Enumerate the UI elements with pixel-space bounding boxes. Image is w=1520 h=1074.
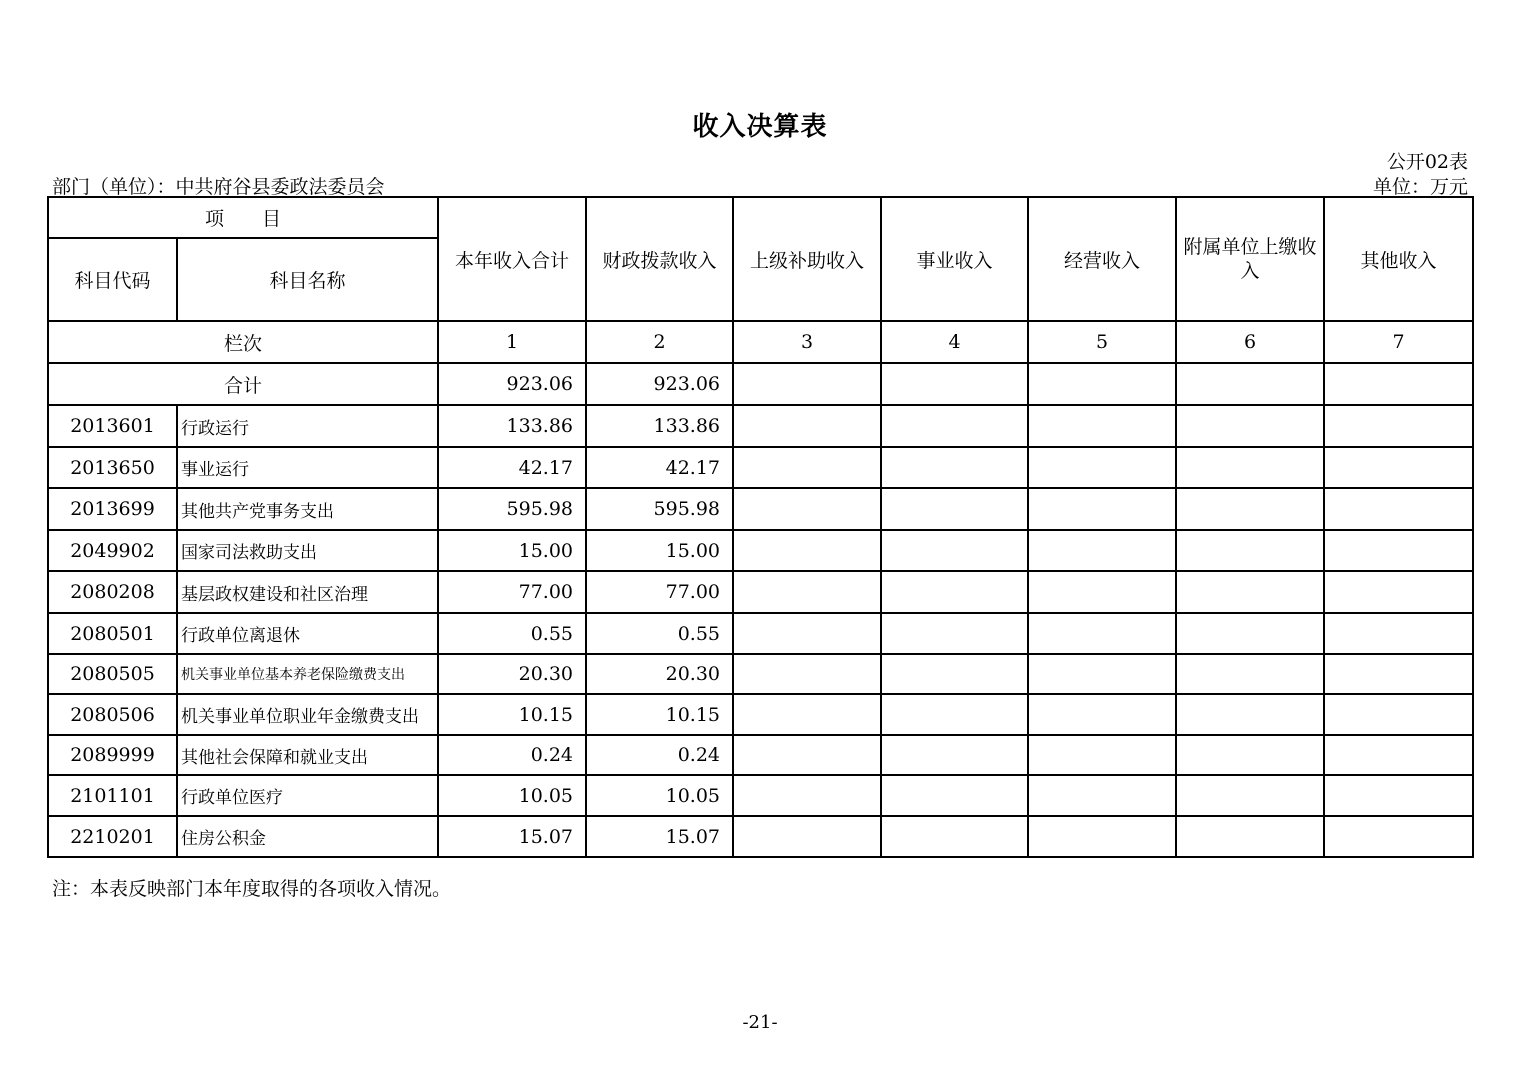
column-index-1: 1 <box>438 321 586 363</box>
row-value <box>881 654 1028 694</box>
row-value <box>1176 816 1324 857</box>
row-value <box>1324 735 1473 775</box>
row-value <box>1324 405 1473 447</box>
table-number: 公开02表 <box>1386 151 1468 173</box>
row-value <box>1324 775 1473 816</box>
row-value <box>1176 530 1324 571</box>
row-value <box>1324 613 1473 654</box>
row-value: 42.17 <box>586 447 733 488</box>
table-row <box>48 530 1473 571</box>
row-name: 事业运行 <box>177 447 438 488</box>
row-value: 133.86 <box>438 405 586 447</box>
row-code: 2210201 <box>48 816 177 857</box>
row-value: 20.30 <box>438 654 586 694</box>
header-operating-income: 经营收入 <box>1028 197 1176 321</box>
row-value <box>1028 694 1176 735</box>
row-value: 10.15 <box>586 694 733 735</box>
row-value: 77.00 <box>586 571 733 613</box>
row-value <box>1028 654 1176 694</box>
row-value <box>881 405 1028 447</box>
header-other-income: 其他收入 <box>1324 197 1473 321</box>
footnote: 注：本表反映部门本年度取得的各项收入情况。 <box>52 878 452 900</box>
table-row <box>48 571 1473 613</box>
row-code: 2049902 <box>48 530 177 571</box>
header-code: 科目代码 <box>48 238 177 321</box>
row-name: 基层政权建设和社区治理 <box>177 571 438 613</box>
row-value: 595.98 <box>438 488 586 530</box>
row-value <box>733 654 881 694</box>
row-value <box>881 488 1028 530</box>
row-value <box>1028 735 1176 775</box>
row-value: 133.86 <box>586 405 733 447</box>
row-name: 住房公积金 <box>177 816 438 857</box>
row-value <box>1176 694 1324 735</box>
income-table <box>47 196 1474 858</box>
row-value <box>881 694 1028 735</box>
row-name: 机关事业单位职业年金缴费支出 <box>177 694 438 735</box>
row-value <box>1176 405 1324 447</box>
row-code: 2013601 <box>48 405 177 447</box>
column-index-4: 4 <box>881 321 1028 363</box>
header-fiscal-income: 财政拨款收入 <box>586 197 733 321</box>
row-value: 10.15 <box>438 694 586 735</box>
row-value: 15.07 <box>586 816 733 857</box>
row-value: 0.55 <box>586 613 733 654</box>
row-value <box>1324 571 1473 613</box>
table-row <box>48 694 1473 735</box>
row-code: 2089999 <box>48 735 177 775</box>
row-value <box>1176 613 1324 654</box>
column-index-3: 3 <box>733 321 881 363</box>
row-value <box>1324 447 1473 488</box>
row-value <box>1176 488 1324 530</box>
header-affiliated-income: 附属单位上缴收入 <box>1176 197 1324 321</box>
row-value: 0.24 <box>438 735 586 775</box>
row-value <box>1324 654 1473 694</box>
row-value <box>733 735 881 775</box>
row-value <box>1028 613 1176 654</box>
row-value <box>733 447 881 488</box>
row-value <box>1324 488 1473 530</box>
row-value <box>881 571 1028 613</box>
row-value <box>733 405 881 447</box>
row-value: 10.05 <box>438 775 586 816</box>
row-value <box>733 571 881 613</box>
header-superior-subsidy: 上级补助收入 <box>733 197 881 321</box>
row-value <box>881 775 1028 816</box>
total-value <box>1324 363 1473 405</box>
column-index-5: 5 <box>1028 321 1176 363</box>
row-value <box>1028 571 1176 613</box>
row-name: 其他共产党事务支出 <box>177 488 438 530</box>
row-value <box>1324 694 1473 735</box>
header-item: 项 目 <box>48 197 438 238</box>
row-value <box>881 735 1028 775</box>
row-value <box>733 488 881 530</box>
row-value <box>881 816 1028 857</box>
row-value: 15.00 <box>438 530 586 571</box>
header-business-income: 事业收入 <box>881 197 1028 321</box>
row-value: 77.00 <box>438 571 586 613</box>
row-code: 2080506 <box>48 694 177 735</box>
row-code: 2101101 <box>48 775 177 816</box>
column-index-7: 7 <box>1324 321 1473 363</box>
table-row <box>48 405 1473 447</box>
row-value <box>1028 488 1176 530</box>
header-total-income: 本年收入合计 <box>438 197 586 321</box>
row-value <box>1176 775 1324 816</box>
table-row <box>48 613 1473 654</box>
row-code: 2080208 <box>48 571 177 613</box>
column-index-2: 2 <box>586 321 733 363</box>
row-value <box>1324 530 1473 571</box>
row-value <box>733 613 881 654</box>
total-value: 923.06 <box>438 363 586 405</box>
row-value: 42.17 <box>438 447 586 488</box>
row-value <box>1028 405 1176 447</box>
row-value <box>1028 775 1176 816</box>
row-value <box>1176 735 1324 775</box>
row-name: 行政运行 <box>177 405 438 447</box>
row-value: 15.00 <box>586 530 733 571</box>
row-value <box>1176 571 1324 613</box>
row-value <box>733 694 881 735</box>
row-code: 2080501 <box>48 613 177 654</box>
row-value <box>881 447 1028 488</box>
row-value: 0.24 <box>586 735 733 775</box>
row-value <box>733 530 881 571</box>
column-index-label: 栏次 <box>48 321 438 363</box>
page-number: -21- <box>742 1012 778 1033</box>
row-value: 20.30 <box>586 654 733 694</box>
row-value <box>733 775 881 816</box>
table-row <box>48 816 1473 857</box>
row-code: 2013650 <box>48 447 177 488</box>
row-value <box>1324 816 1473 857</box>
table-row <box>48 775 1473 816</box>
header-name: 科目名称 <box>177 238 438 321</box>
row-value <box>1028 447 1176 488</box>
total-label: 合计 <box>48 363 438 405</box>
row-value: 0.55 <box>438 613 586 654</box>
row-name: 行政单位离退休 <box>177 613 438 654</box>
column-index-6: 6 <box>1176 321 1324 363</box>
page-title: 收入决算表 <box>692 112 828 142</box>
row-name: 其他社会保障和就业支出 <box>177 735 438 775</box>
row-name: 机关事业单位基本养老保险缴费支出 <box>177 654 438 694</box>
row-code: 2013699 <box>48 488 177 530</box>
total-value <box>881 363 1028 405</box>
row-value <box>1028 530 1176 571</box>
total-value <box>1176 363 1324 405</box>
row-value: 15.07 <box>438 816 586 857</box>
row-value <box>1176 447 1324 488</box>
row-name: 行政单位医疗 <box>177 775 438 816</box>
row-value <box>881 613 1028 654</box>
table-row <box>48 447 1473 488</box>
row-value <box>881 530 1028 571</box>
row-value: 595.98 <box>586 488 733 530</box>
row-code: 2080505 <box>48 654 177 694</box>
row-value: 10.05 <box>586 775 733 816</box>
table-row <box>48 735 1473 775</box>
total-value <box>733 363 881 405</box>
row-value <box>1028 816 1176 857</box>
department-label: 部门（单位）：中共府谷县委政法委员会 <box>52 176 385 198</box>
table-row <box>48 488 1473 530</box>
table-row <box>48 654 1473 694</box>
total-value <box>1028 363 1176 405</box>
unit-label: 单位：万元 <box>1372 176 1468 198</box>
total-value: 923.06 <box>586 363 733 405</box>
row-name: 国家司法救助支出 <box>177 530 438 571</box>
row-value <box>733 816 881 857</box>
row-value <box>1176 654 1324 694</box>
